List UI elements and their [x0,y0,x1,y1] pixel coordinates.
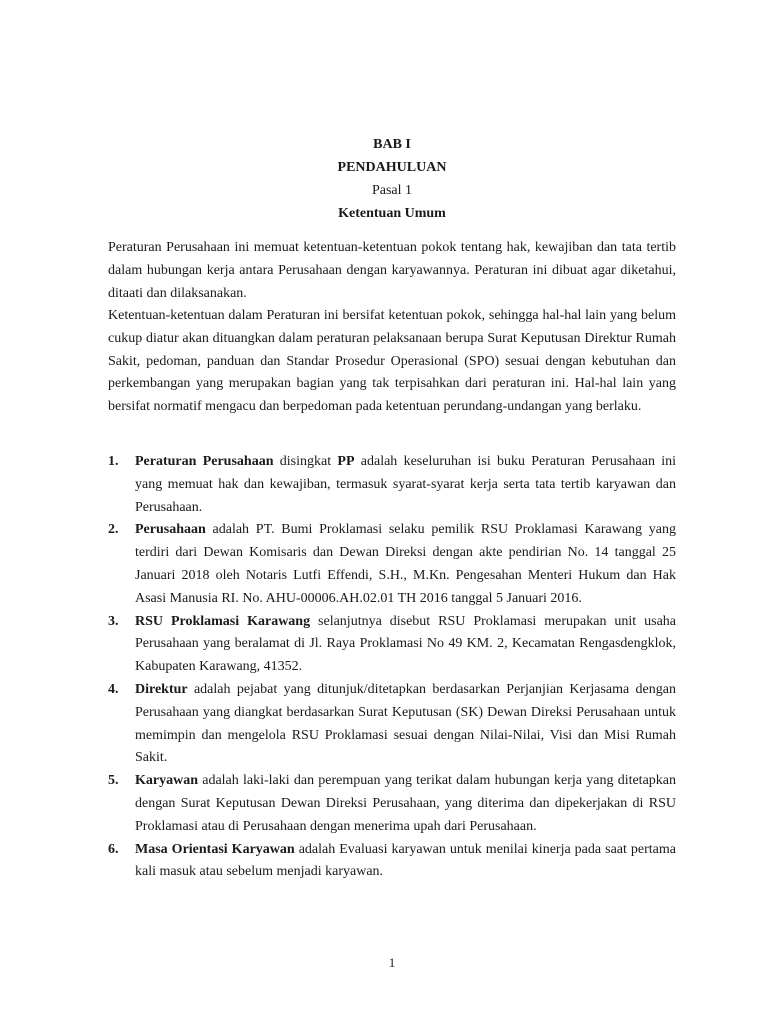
definition-term: Karyawan [135,773,198,789]
definition-item [108,770,676,838]
intro-paragraph-1: Peraturan Perusahaan ini memuat ketentuan-ketentuan pokok tentang hak, kewajiban dan tata tertib dalam hubungan kerja antara Perusahaan dengan karyawannya. Peraturan ini dibuat agar diketahui, ditaati dan dilaksanakan. [108,240,676,301]
definition-term: RSU Proklamasi Karawang [135,613,311,629]
definition-text: disingkat [273,454,338,469]
definition-text: adalah PT. Bumi Proklamasi selaku pemilik RSU Proklamasi Karawang yang terdiri dari Dewan Komisaris dan Dewan Direksi dengan akte pendirian No. 14 tanggal 25 Januari 2018 oleh Notaris Lutfi Effendi, S.H., M.Kn. Pengesahan Menteri Hukum dan Hak Asasi Manusia RI. No. AHU-00006.AH.02.01 TH 2016 tanggal 5 Januari 2016. [135,522,676,606]
definition-item [108,679,676,770]
definition-item [108,519,676,610]
definition-number: 3. [108,613,119,629]
definition-term: Peraturan Perusahaan [135,454,274,469]
intro-paragraph-2: Ketentuan-ketentuan dalam Peraturan ini bersifat ketentuan pokok, sehingga hal-hal lain yang belum cukup diatur akan dituangkan dalam peraturan pelaksanaan berupa Surat Keputusan Direktur Rumah Sakit, pedoman, panduan dan Standar Prosedur Operasional (SPO) sesuai dengan kebutuhan dan perkembangan yang merupakan bagian yang tak terpisahkan dari peraturan ini. Hal-hal lain yang bersifat normatif mengacu dan berpedoman pada ketentuan perundang-undangan yang berlaku. [108,308,676,415]
definition-number: 2. [108,522,119,538]
definition-text: adalah pejabat yang ditunjuk/ditetapkan berdasarkan Perjanjian Kerjasama dengan Perusahaan yang diangkat berdasarkan Surat Keputusan (SK) Dewan Direksi Perusahaan untuk memimpin dan mengelola RSU Proklamasi sesuai dengan Nilai-Nilai, Visi dan Misi Rumah Sakit. [135,681,676,766]
definition-text: adalah keseluruhan isi buku Peraturan Perusahaan ini yang memuat hak dan kewajiban, termasuk syarat-syarat kerja serta tata tertib karyawan dan Perusahaan. [135,454,676,515]
chapter-title: PENDAHULUAN [337,160,447,175]
definition-term-abbrev: PP [337,454,355,469]
page-number: 1 [388,955,396,970]
definition-number: 5. [108,773,119,789]
definition-item [108,611,676,679]
definition-list [108,451,676,884]
definition-number: 6. [108,841,119,857]
definition-text: adalah Evaluasi karyawan untuk menilai kinerja pada saat pertama kali masuk atau sebelum menjadi karyawan. [135,841,676,880]
definition-item [108,839,676,885]
definition-number: 4. [108,681,119,697]
definition-text: selanjutnya disebut RSU Proklamasi merupakan unit usaha Perusahaan yang beralamat di Jl. Raya Proklamasi No 49 KM. 2, Kecamatan Rengasdengklok, Kabupaten Karawang, 41352. [135,613,676,675]
definition-term: Perusahaan [135,522,206,538]
definition-text: adalah laki-laki dan perempuan yang terikat dalam hubungan kerja yang ditetapkan dengan Surat Keputusan Dewan Direksi Perusahaan, yang diterima dan dipekerjakan di RSU Proklamasi atau di Perusahaan dengan menerima upah dari Perusahaan. [135,773,676,834]
definition-number: 1. [108,454,119,469]
chapter-number: BAB I [373,137,411,152]
article-number: Pasal 1 [371,183,413,198]
definition-term: Direktur [135,681,188,697]
article-title: Ketentuan Umum [338,206,446,221]
definition-term: Masa Orientasi Karyawan [135,841,295,857]
definition-item [108,451,676,519]
